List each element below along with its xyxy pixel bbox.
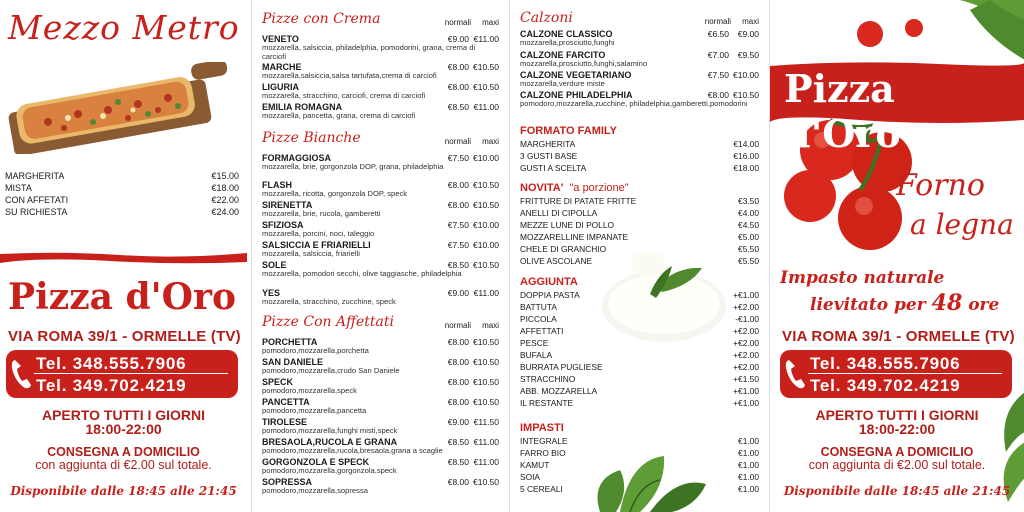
cover-panel — [769, 0, 1024, 512]
phone-divider — [808, 373, 1002, 374]
pizze-bianche-header — [262, 130, 499, 146]
menu-item: SAN DANIELE €8.00 €10.50 pomodoro,mozzarella,crudo San Daniele — [262, 357, 499, 375]
cover-brand-text: Pizza d'Oro — [784, 66, 901, 156]
column-header-normal: normali — [444, 18, 471, 27]
phone-number-1[interactable]: Tel. 348.555.7906 — [36, 354, 187, 373]
aggiunta-title: AGGIUNTA — [520, 276, 578, 288]
column-header-normal: normali — [444, 321, 471, 330]
availability-text: Disponibile dalle 18:45 alle 21:45 — [10, 484, 237, 498]
list-item: MOZZARELLINE IMPANATE €5.00 — [520, 232, 759, 242]
menu-item: PANCETTA €8.00 €10.50 pomodoro,mozzarella,pancetta — [262, 397, 499, 415]
opening-hours — [0, 408, 247, 436]
list-item: BURRATA PUGLIESE +€2.00 — [520, 362, 759, 372]
menu-item: SPECK €8.00 €10.50 pomodoro,mozzarella,speck — [262, 377, 499, 395]
section-title: Pizze Con Affettati — [262, 314, 395, 330]
menu-item: SOLE €8.50 €10.50 mozzarella, pomodori secchi, olive taggiasche, philadelphia — [262, 260, 499, 278]
phone-icon — [784, 358, 806, 390]
impasto-line-1: Impasto naturale — [780, 268, 945, 288]
list-item: ABB. MOZZARELLA +€1.00 — [520, 386, 759, 396]
column-header-maxi: maxi — [482, 321, 499, 330]
column-header-maxi: maxi — [742, 17, 759, 26]
list-item: AFFETTATI +€2.00 — [520, 326, 759, 336]
hours-text: 18:00-22:00 — [858, 421, 936, 437]
calzoni-header — [520, 10, 759, 26]
phone-box — [780, 350, 1012, 398]
menu-item: LIGURIA €8.00 €10.50 mozzarella, stracchino, carciofi, crema di carciofi — [262, 82, 499, 100]
list-item: SOIA €1.00 — [520, 472, 759, 482]
novita-subtitle: "a porzione" — [569, 182, 629, 194]
list-item: DOPPIA PASTA +€1.00 — [520, 290, 759, 300]
menu-item: CALZONE FARCITO €7.00 €9.50 mozzarella,prosciutto,funghi,salamino — [520, 50, 759, 68]
mezzo-metro-pizza-image — [8, 62, 236, 154]
menu-item: CALZONE VEGETARIANO €7.50 €10.00 mozzarella,verdure miste — [520, 70, 759, 88]
impasto-line-2: lievitato per 48 ore — [810, 290, 1000, 316]
menu-item: GORGONZOLA E SPECK €8.50 €11.00 pomodoro,mozzarella,gorgonzola,speck — [262, 457, 499, 475]
menu-item: YES €9.00 €11.00 mozzarella, stracchino, zucchine, speck — [262, 288, 499, 306]
open-title: APERTO TUTTI I GIORNI — [815, 407, 979, 423]
list-item: CON AFFETATI €22.00 — [5, 195, 239, 205]
mezzo-metro-panel — [0, 0, 247, 512]
hours-text: 18:00-22:00 — [85, 421, 162, 437]
list-item: MARGHERITA €14.00 — [520, 139, 759, 149]
list-item: BATTUTA +€2.00 — [520, 302, 759, 312]
list-item: MISTA €18.00 — [5, 183, 239, 193]
list-item: IL RESTANTE +€1.00 — [520, 398, 759, 408]
pizze-panel — [251, 0, 507, 512]
list-item: INTEGRALE €1.00 — [520, 436, 759, 446]
column-header-maxi: maxi — [482, 18, 499, 27]
address-text: VIA ROMA 39/1 - ORMELLE (TV) — [782, 328, 1015, 345]
menu-item: VENETO €9.00 €11.00 mozzarella, salsiccia, philadelphia, pomodorini, grana, crema di carciofi — [262, 34, 499, 61]
phone-number-2[interactable]: Tel. 349.702.4219 — [36, 376, 187, 395]
menu-item: FORMAGGIOSA €7.50 €10.00 mozzarella, brie, gorgonzola DOP, grana, philadelphia — [262, 153, 499, 171]
list-item: ANELLI DI CIPOLLA €4.00 — [520, 208, 759, 218]
list-item: FARRO BIO €1.00 — [520, 448, 759, 458]
opening-hours — [770, 408, 1024, 436]
list-item: OLIVE ASCOLANE €5.50 — [520, 256, 759, 266]
delivery-note: con aggiunta di €2.00 sul totale. — [808, 458, 986, 472]
menu-item: FLASH €8.00 €10.50 mozzarella, ricotta, gorgonzola DOP, speck — [262, 180, 499, 198]
list-item: KAMUT €1.00 — [520, 460, 759, 470]
brand-logo-text: Pizza d'Oro — [8, 276, 237, 318]
menu-item: SFIZIOSA €7.50 €10.00 mozzarella, porcini, noci, taleggio — [262, 220, 499, 238]
address-text: VIA ROMA 39/1 - ORMELLE (TV) — [8, 328, 241, 345]
list-item: PICCOLA -€1.00 — [520, 314, 759, 324]
section-title: Pizze con Crema — [262, 11, 381, 27]
list-item: 5 CEREALI €1.00 — [520, 484, 759, 494]
menu-item: CALZONE CLASSICO €6.50 €9.00 mozzarella,prosciutto,funghi — [520, 29, 759, 47]
section-title: Pizze Bianche — [262, 130, 361, 146]
menu-item: SALSICCIA E FRIARIELLI €7.50 €10.00 mozzarella, salsiccia, friarielli — [262, 240, 499, 258]
forno-line-1: Forno — [896, 168, 985, 203]
list-item: SU RICHIESTA €24.00 — [5, 207, 239, 217]
delivery-title: CONSEGNA A DOMICILIO — [47, 445, 200, 459]
menu-item: SOPRESSA €8.00 €10.50 pomodoro,mozzarella,sopressa — [262, 477, 499, 495]
menu-item: SIRENETTA €8.00 €10.50 mozzarella, brie, rucola, gamberetti — [262, 200, 499, 218]
pizze-affettati-header — [262, 314, 499, 330]
menu-item: PORCHETTA €8.00 €10.50 pomodoro,mozzarella,porchetta — [262, 337, 499, 355]
phone-icon — [10, 358, 32, 390]
phone-divider — [34, 373, 228, 374]
delivery-info — [0, 446, 247, 472]
list-item: CHELE DI GRANCHIO €5.50 — [520, 244, 759, 254]
phone-number-2[interactable]: Tel. 349.702.4219 — [810, 376, 961, 395]
availability-text: Disponibile dalle 18:45 alle 21:45 — [783, 484, 1011, 498]
menu-item: EMILIA ROMAGNA €8.50 €11.00 mozzarella, pancetta, grana, crema di carciofi — [262, 102, 499, 120]
list-item: MARGHERITA €15.00 — [5, 171, 239, 181]
impasto-hours-number: 48 — [931, 290, 963, 316]
column-header-normal: normali — [704, 17, 731, 26]
list-item: GUSTI A SCELTA €18.00 — [520, 163, 759, 173]
open-title: APERTO TUTTI I GIORNI — [41, 407, 206, 423]
impasto-hours-unit: ore — [968, 295, 1000, 315]
brush-stroke-divider — [0, 250, 247, 266]
list-item: FRITTURE DI PATATE FRITTE €3.50 — [520, 196, 759, 206]
mezzo-metro-title: Mezzo Metro — [8, 8, 240, 47]
pizze-crema-header — [262, 11, 499, 27]
section-title: Calzoni — [520, 10, 573, 26]
impasti-title: IMPASTI — [520, 422, 564, 434]
delivery-info — [770, 446, 1024, 472]
column-header-normal: normali — [444, 137, 471, 146]
delivery-note: con aggiunta di €2.00 sul totale. — [35, 458, 212, 472]
forno-line-2: a legna — [910, 208, 1014, 241]
menu-item: BRESAOLA,RUCOLA E GRANA €8.50 €11.00 pomodoro,mozzarella,rucola,bresaola,grana a scaglie — [262, 437, 499, 455]
menu-item: MARCHE €8.00 €10.50 mozzarella,salsiccia,salsa tartufata,crema di carciofi — [262, 62, 499, 80]
mezzo-metro-price-list — [5, 170, 239, 218]
list-item: BUFALA +€2.00 — [520, 350, 759, 360]
list-item: PESCE +€2.00 — [520, 338, 759, 348]
list-item: MEZZE LUNE DI POLLO €4.50 — [520, 220, 759, 230]
phone-box — [6, 350, 238, 398]
family-title: FORMATO FAMILY — [520, 125, 617, 137]
menu-item: CALZONE PHILADELPHIA €8.00 €10.50 pomodoro,mozzarella,zucchine, philadelphia,gamberetti,pomodorini — [520, 90, 759, 108]
list-item: 3 GUSTI BASE €16.00 — [520, 151, 759, 161]
phone-number-1[interactable]: Tel. 348.555.7906 — [810, 354, 961, 373]
novita-title: NOVITA' "a porzione" — [520, 182, 629, 194]
basil-leaves-image — [580, 440, 710, 512]
calzoni-extras-panel — [509, 0, 767, 512]
column-header-maxi: maxi — [482, 137, 499, 146]
delivery-title: CONSEGNA A DOMICILIO — [820, 445, 974, 459]
menu-item: TIROLESE €9.00 €11.50 pomodoro,mozzarella,funghi misti,speck — [262, 417, 499, 435]
list-item: STRACCHINO +€1.50 — [520, 374, 759, 384]
